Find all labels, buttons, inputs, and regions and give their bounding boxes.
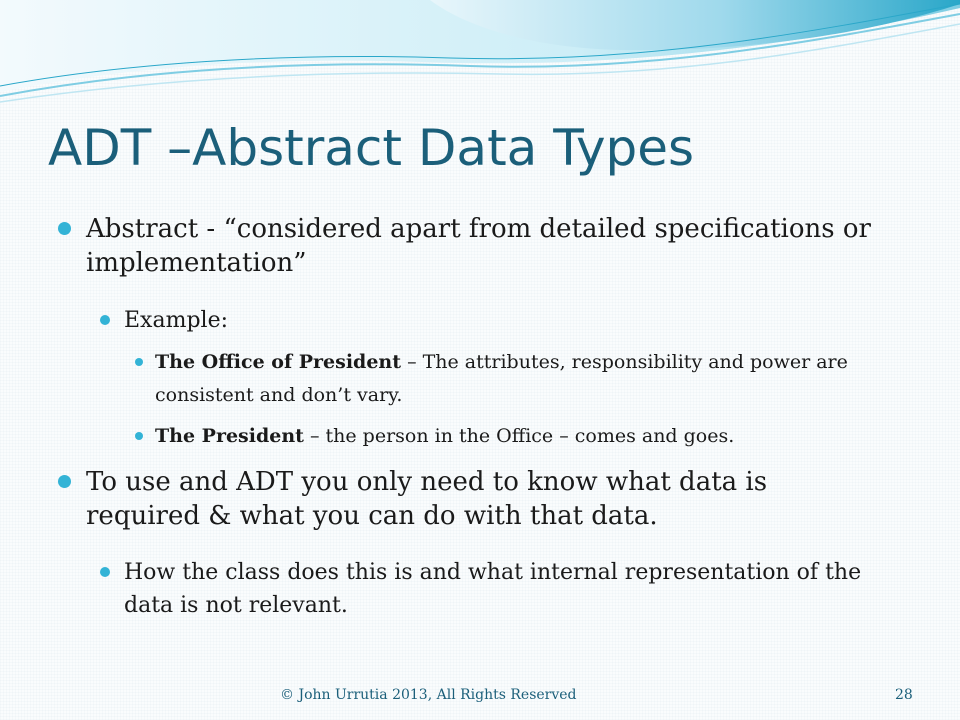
- bullet-text: – The attributes, responsibility and power are consistent and don’t vary.: [155, 351, 848, 406]
- bullet-dot-icon: [58, 222, 71, 235]
- slide-footer: [0, 684, 960, 706]
- bullet-bold-term: The President: [155, 425, 304, 447]
- footer-copyright: © John Urrutia 2013, All Rights Reserved: [280, 687, 577, 703]
- bullet-dot-icon: [135, 432, 143, 440]
- slide-page-number: 28: [895, 687, 913, 703]
- bullet-dot-icon: [58, 475, 71, 488]
- bullet-dot-icon: [100, 315, 110, 325]
- bullet-text: – the person in the Office – comes and goes.: [303, 425, 735, 447]
- decorative-wave-banner: [0, 0, 960, 120]
- bullet-text: How the class does this is and what internal representation of the data is not relevant.: [124, 560, 862, 618]
- bullet-using-adt: [86, 465, 886, 533]
- slide-title: ADT –Abstract Data Types: [48, 119, 695, 177]
- bullet-abstract-definition: [86, 212, 886, 280]
- bullet-dot-icon: [100, 567, 110, 577]
- bullet-office-of-president: [155, 346, 875, 412]
- bullet-example: [124, 304, 884, 337]
- bullet-text: Example:: [124, 308, 228, 333]
- bullet-text: To use and ADT you only need to know what data is required & what you can do with that data.: [86, 467, 768, 531]
- bullet-bold-term: The Office of President: [155, 351, 402, 373]
- bullet-the-president: [155, 420, 875, 453]
- bullet-dot-icon: [135, 358, 143, 366]
- bullet-internal-representation: [124, 556, 884, 622]
- bullet-text: Abstract - “considered apart from detailed specifications or implementation”: [86, 214, 871, 278]
